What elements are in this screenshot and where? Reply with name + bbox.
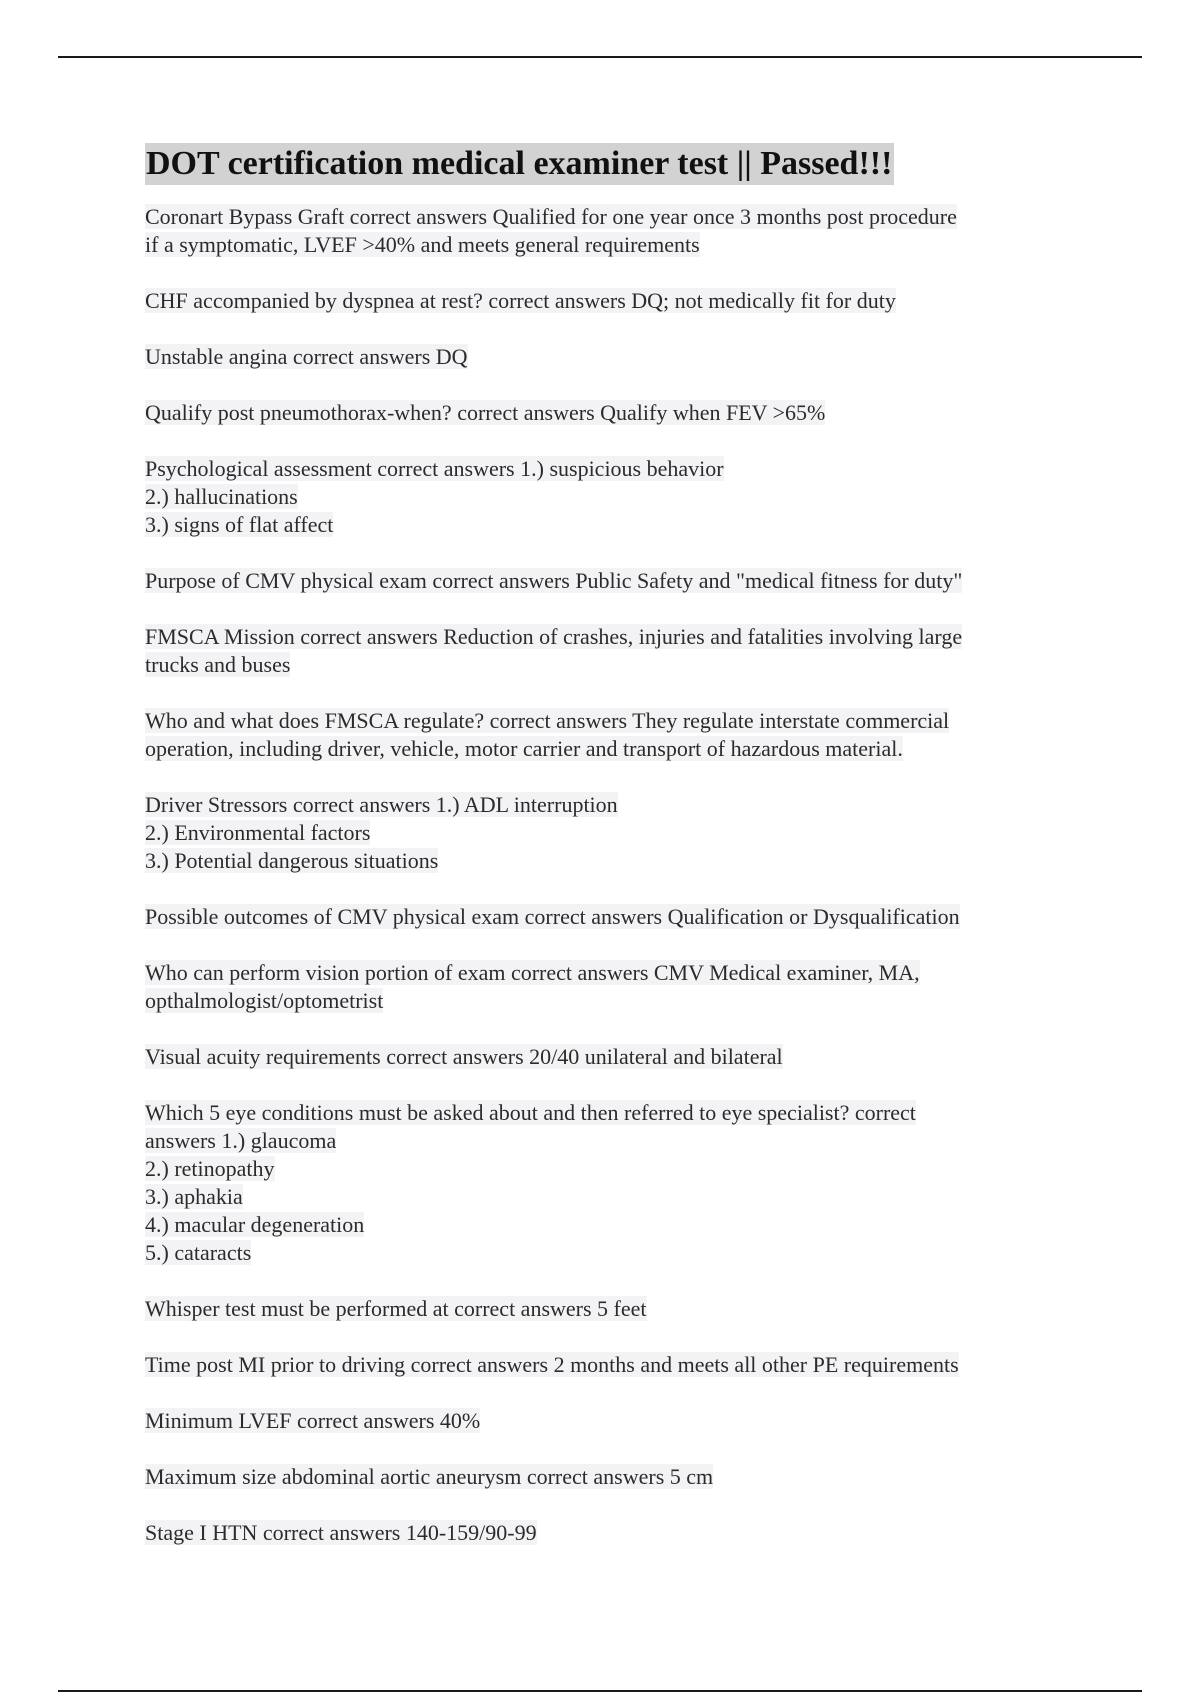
qa-line-text: Whisper test must be performed at correct answers 5 feet: [145, 1296, 647, 1321]
qa-line: [145, 847, 1065, 875]
qa-entry: [145, 1043, 1065, 1071]
qa-line-text: FMSCA Mission correct answers Reduction of crashes, injuries and fatalities involving large: [145, 624, 963, 649]
qa-line-text: Purpose of CMV physical exam correct answers Public Safety and "medical fitness for duty": [145, 568, 963, 593]
qa-entry: [145, 287, 1065, 315]
qa-entry: [145, 343, 1065, 371]
qa-line: [145, 1043, 1065, 1071]
qa-line-text: Psychological assessment correct answers 1.) suspicious behavior: [145, 456, 724, 481]
qa-line: [145, 1463, 1065, 1491]
qa-entry: [145, 1463, 1065, 1491]
qa-line-text: opthalmologist/optometrist: [145, 988, 384, 1013]
qa-line: [145, 483, 1065, 511]
qa-entry: [145, 1099, 1065, 1267]
qa-line-text: trucks and buses: [145, 652, 291, 677]
qa-entry: [145, 567, 1065, 595]
qa-line-text: 2.) Environmental factors: [145, 820, 371, 845]
qa-line: [145, 231, 1065, 259]
qa-line: [145, 1351, 1065, 1379]
qa-entry: [145, 1519, 1065, 1547]
qa-line: [145, 287, 1065, 315]
qa-line: [145, 987, 1065, 1015]
qa-entry: [145, 1407, 1065, 1435]
qa-line-text: Qualify post pneumothorax-when? correct answers Qualify when FEV >65%: [145, 400, 826, 425]
qa-line: [145, 1183, 1065, 1211]
qa-line-text: 3.) Potential dangerous situations: [145, 848, 439, 873]
qa-line: [145, 567, 1065, 595]
qa-line-text: CHF accompanied by dyspnea at rest? correct answers DQ; not medically fit for duty: [145, 288, 896, 313]
qa-line: [145, 1127, 1065, 1155]
qa-line: [145, 791, 1065, 819]
qa-line-text: Visual acuity requirements correct answers 20/40 unilateral and bilateral: [145, 1044, 783, 1069]
qa-line: [145, 1155, 1065, 1183]
qa-line: [145, 707, 1065, 735]
qa-entry: [145, 203, 1065, 259]
qa-line-text: Unstable angina correct answers DQ: [145, 344, 468, 369]
qa-entry: [145, 903, 1065, 931]
qa-line-text: 5.) cataracts: [145, 1240, 252, 1265]
qa-line-text: 3.) signs of flat affect: [145, 512, 334, 537]
qa-entry: [145, 1351, 1065, 1379]
qa-line: [145, 1239, 1065, 1267]
qa-line: [145, 455, 1065, 483]
qa-line: [145, 343, 1065, 371]
qa-entry: [145, 791, 1065, 875]
qa-line-text: Coronart Bypass Graft correct answers Qualified for one year once 3 months post procedure: [145, 204, 957, 229]
qa-line-text: Driver Stressors correct answers 1.) ADL interruption: [145, 792, 618, 817]
qa-line-text: Maximum size abdominal aortic aneurysm correct answers 5 cm: [145, 1464, 714, 1489]
qa-line: [145, 623, 1065, 651]
qa-entry: [145, 455, 1065, 539]
document-title: DOT certification medical examiner test || Passed!!!: [145, 143, 894, 185]
qa-line-text: operation, including driver, vehicle, motor carrier and transport of hazardous material.: [145, 736, 903, 761]
qa-line-text: Time post MI prior to driving correct answers 2 months and meets all other PE requirements: [145, 1352, 959, 1377]
qa-line: [145, 203, 1065, 231]
qa-line: [145, 1519, 1065, 1547]
qa-line: [145, 1099, 1065, 1127]
qa-line: [145, 511, 1065, 539]
qa-line-text: Minimum LVEF correct answers 40%: [145, 1408, 481, 1433]
qa-entry: [145, 399, 1065, 427]
qa-line: [145, 735, 1065, 763]
qa-line-text: 2.) hallucinations: [145, 484, 298, 509]
qa-line-text: answers 1.) glaucoma: [145, 1128, 337, 1153]
qa-line: [145, 959, 1065, 987]
qa-entry: [145, 623, 1065, 679]
qa-line: [145, 1295, 1065, 1323]
qa-entry: [145, 959, 1065, 1015]
top-rule: [58, 56, 1142, 58]
qa-line: [145, 1407, 1065, 1435]
qa-line-text: if a symptomatic, LVEF >40% and meets general requirements: [145, 232, 700, 257]
qa-entry: [145, 707, 1065, 763]
qa-line: [145, 1211, 1065, 1239]
bottom-rule: [58, 1690, 1142, 1692]
qa-line: [145, 399, 1065, 427]
qa-entry: [145, 1295, 1065, 1323]
qa-line: [145, 651, 1065, 679]
qa-line-text: Who can perform vision portion of exam correct answers CMV Medical examiner, MA,: [145, 960, 920, 985]
document-body: [145, 143, 1065, 1575]
qa-line: [145, 903, 1065, 931]
qa-line: [145, 819, 1065, 847]
qa-line-text: Possible outcomes of CMV physical exam correct answers Qualification or Dysqualification: [145, 904, 960, 929]
qa-line-text: 2.) retinopathy: [145, 1156, 275, 1181]
qa-line-text: Which 5 eye conditions must be asked about and then referred to eye specialist? correct: [145, 1100, 916, 1125]
qa-line-text: Stage I HTN correct answers 140-159/90-99: [145, 1520, 537, 1545]
qa-line-text: 4.) macular degeneration: [145, 1212, 365, 1237]
qa-line-text: 3.) aphakia: [145, 1184, 243, 1209]
qa-line-text: Who and what does FMSCA regulate? correct answers They regulate interstate commercial: [145, 708, 950, 733]
qa-list: [145, 203, 1065, 1547]
